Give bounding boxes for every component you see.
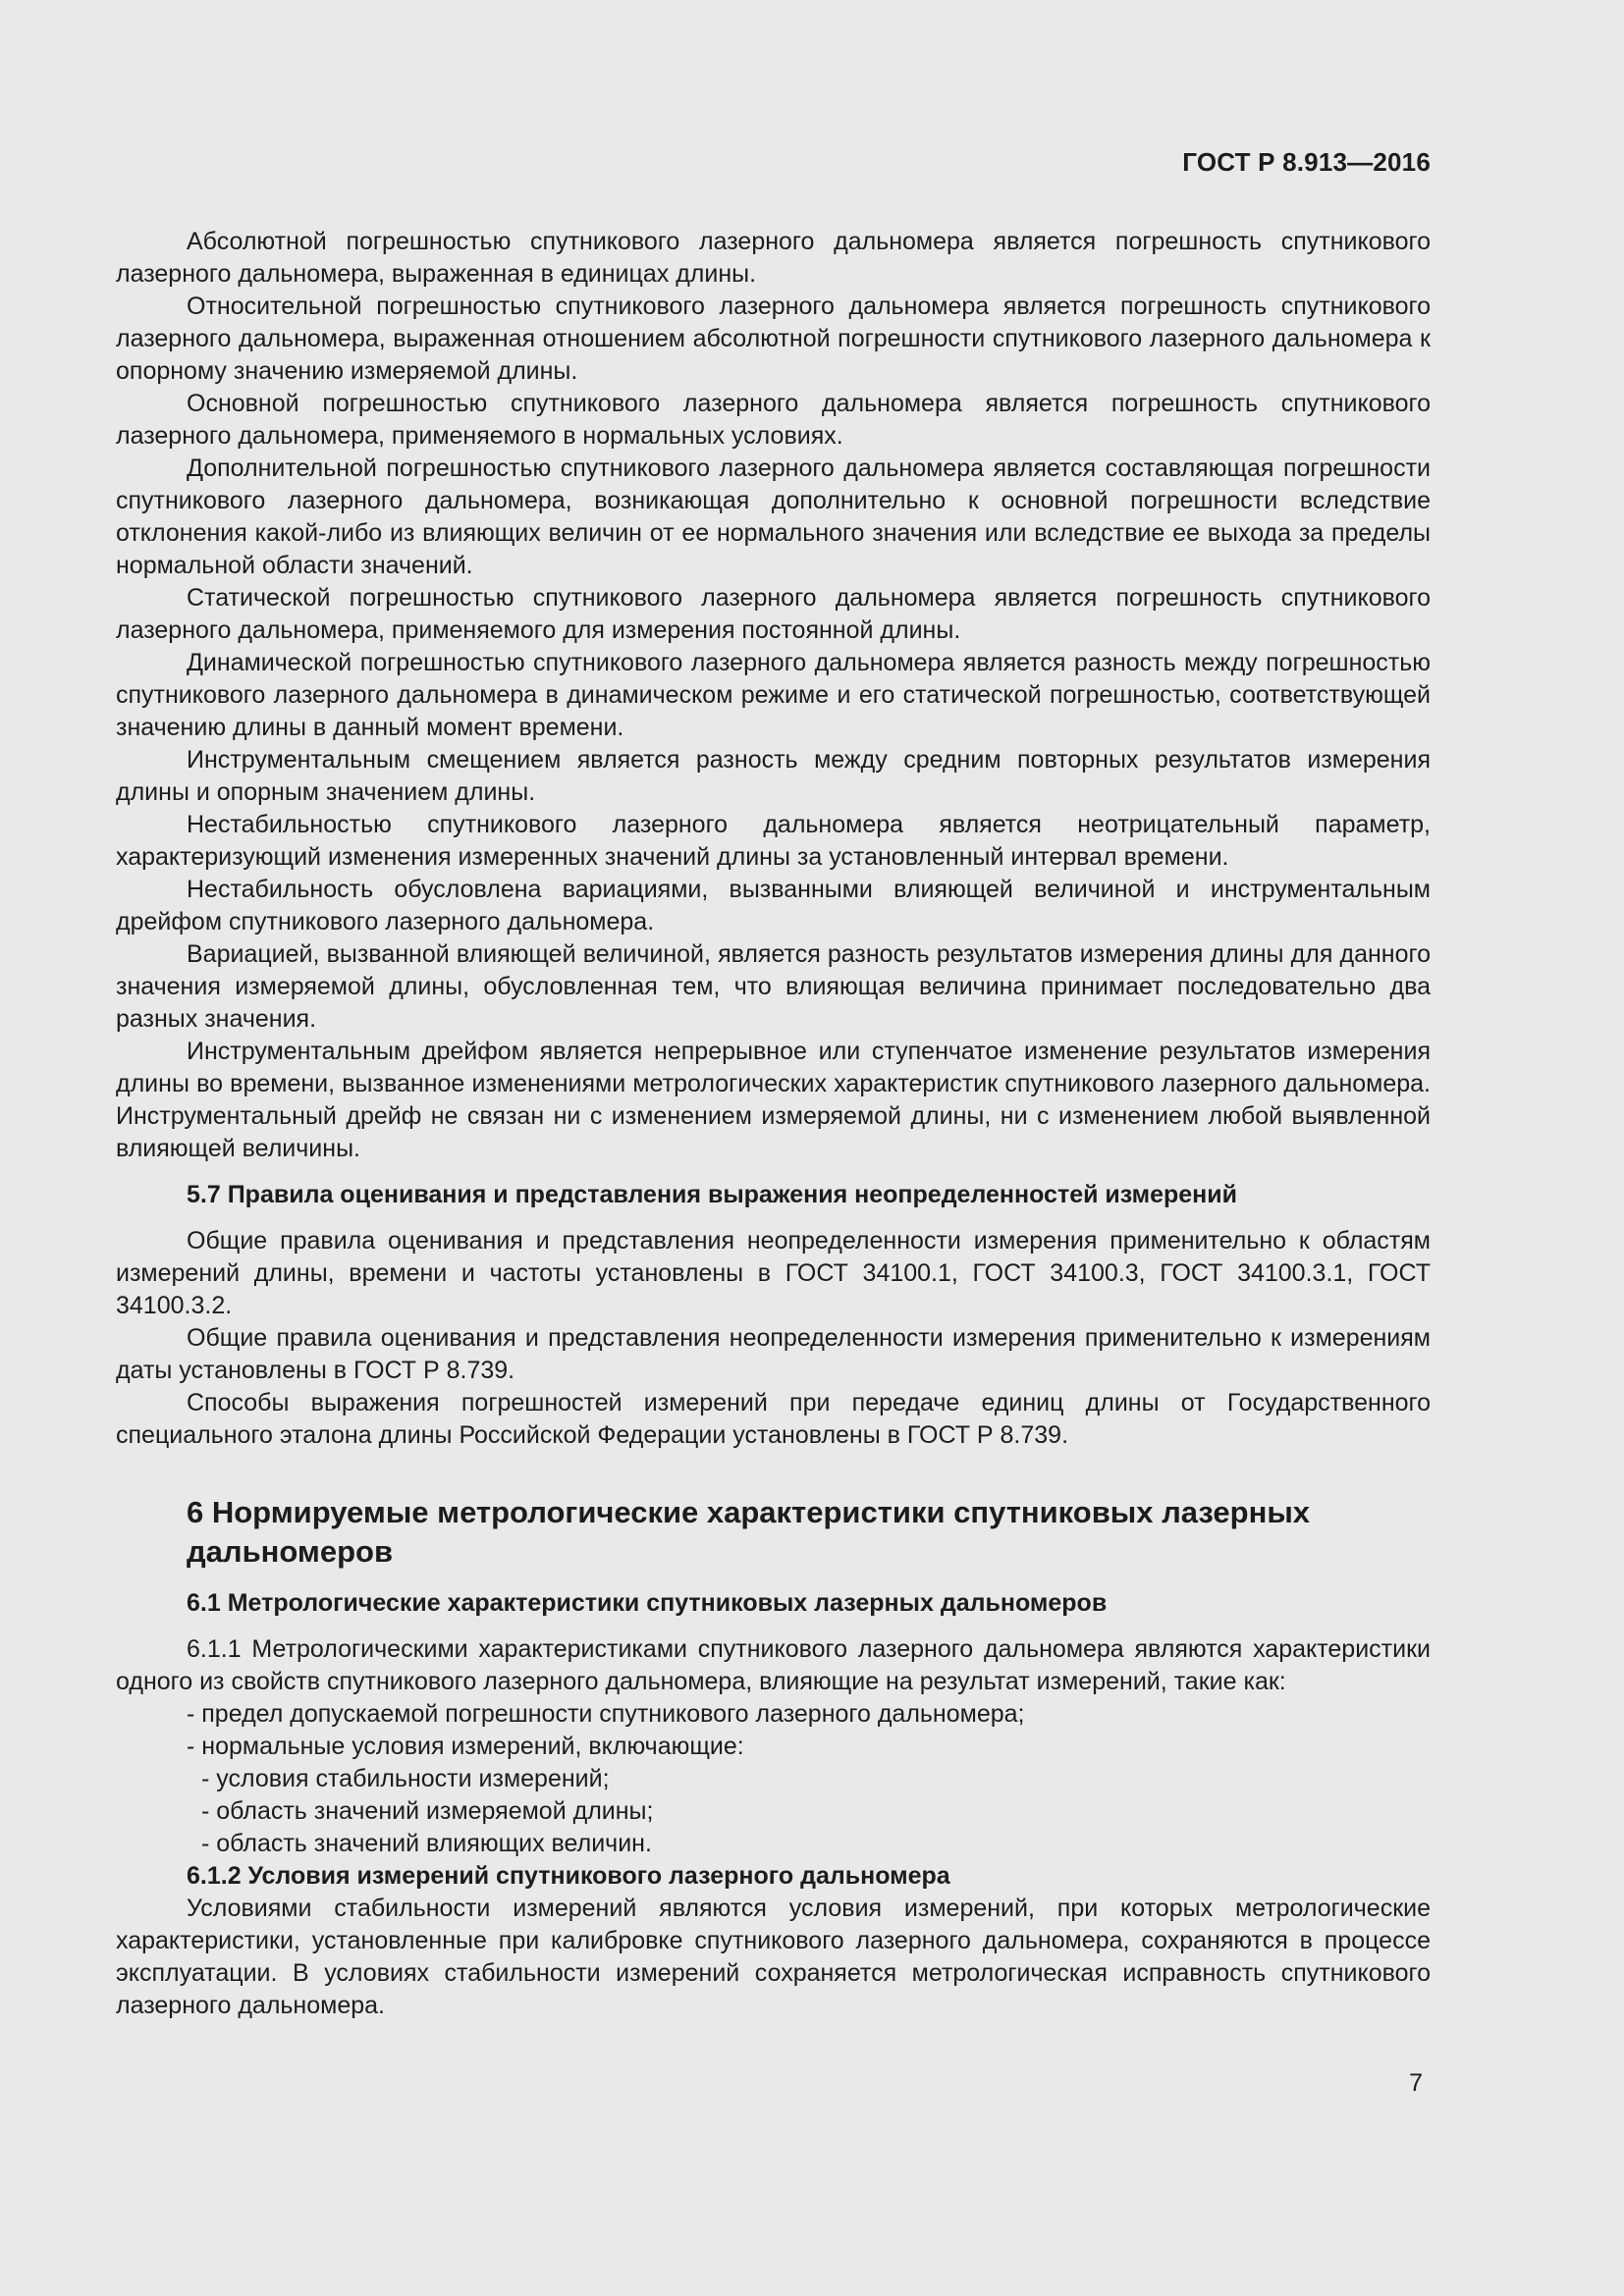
paragraph-basic-error: Основной погрешностью спутникового лазерного дальномера является погрешность спутникового лазерного дальномера, применяемого в нормальных условиях. bbox=[116, 390, 1431, 450]
paragraph-instrumental-drift: Инструментальным дрейфом является непрерывное или ступенчатое изменение результатов измерения длины во времени, вызванное изменениями метрологических характеристик спутникового лазерного дальномера. Инструментальный дрейф не связан ни с изменением измеряемой длины, ни с изменением любой выявленной влияющей величины. bbox=[116, 1038, 1431, 1162]
paragraph-absolute-error: Абсолютной погрешностью спутникового лазерного дальномера является погрешность спутникового лазерного дальномера, выраженная в единицах длины. bbox=[116, 228, 1431, 288]
paragraph-5-7-transfer-methods: Способы выражения погрешностей измерений при передаче единиц длины от Государственного специального эталона длины Российской Федерации установлены в ГОСТ Р 8.739. bbox=[116, 1389, 1431, 1449]
paragraph-6-1-2: Условиями стабильности измерений являются условия измерений, при которых метрологические характеристики, установленные при калибровке спутникового лазерного дальномера, сохраняются в процессе эксплуатации. В условиях стабильности измерений сохраняется метрологическая исправность спутникового лазерного дальномера. bbox=[116, 1895, 1431, 2019]
sub-list-item: - область значений измеряемой длины; bbox=[201, 1797, 654, 1825]
sub-list-item: - условия стабильности измерений; bbox=[201, 1765, 610, 1792]
sub-list-item: - область значений влияющих величин. bbox=[201, 1830, 652, 1857]
paragraph-relative-error: Относительной погрешностью спутникового лазерного дальномера является погрешность спутникового лазерного дальномера, выраженная отношением абсолютной погрешности спутникового лазерного дальномера к опорному значению измеряемой длины. bbox=[116, 293, 1431, 385]
paragraph-6-1-1: 6.1.1 Метрологическими характеристиками спутникового лазерного дальномера являются характеристики одного из свойств спутникового лазерного дальномера, влияющие на результат измерений, такие как: bbox=[116, 1635, 1431, 1695]
document-code-header: ГОСТ Р 8.913—2016 bbox=[1182, 147, 1431, 177]
document-body bbox=[116, 226, 1431, 2022]
paragraph-dynamic-error: Динамической погрешностью спутникового лазерного дальномера является разность между погрешностью спутникового лазерного дальномера в динамическом режиме и его статической погрешностью, соответствующей значению длины в данный момент времени. bbox=[116, 649, 1431, 741]
page-number: 7 bbox=[1409, 2069, 1423, 2097]
paragraph-static-error: Статической погрешностью спутникового лазерного дальномера является погрешность спутникового лазерного дальномера, применяемого для измерения постоянной длины. bbox=[116, 584, 1431, 644]
paragraph-instability-cause: Нестабильность обусловлена вариациями, вызванными влияющей величиной и инструментальным дрейфом спутникового лазерного дальномера. bbox=[116, 876, 1431, 935]
list-item: - предел допускаемой погрешности спутникового лазерного дальномера; bbox=[187, 1700, 1025, 1728]
paragraph-instrumental-bias: Инструментальным смещением является разность между средним повторных результатов измерения длины и опорным значением длины. bbox=[116, 746, 1431, 806]
paragraph-additional-error: Дополнительной погрешностью спутникового лазерного дальномера является составляющая погрешности спутникового лазерного дальномера, возникающая дополнительно к основной погрешности вследствие отклонения какой-либо из влияющих величин от ее нормального значения или вследствие ее выхода за пределы нормальной области значений. bbox=[116, 454, 1431, 579]
paragraph-instability: Нестабильностью спутникового лазерного дальномера является неотрицательный параметр, характеризующий изменения измеренных значений длины за установленный интервал времени. bbox=[116, 811, 1431, 871]
list-item: - нормальные условия измерений, включающие: bbox=[187, 1733, 744, 1760]
section-6-1-2-heading: 6.1.2 Условия измерений спутникового лазерного дальномера bbox=[187, 1862, 950, 1890]
paragraph-variation: Вариацией, вызванной влияющей величиной, является разность результатов измерения длины для данного значения измеряемой длины, обусловленная тем, что влияющая величина принимает последовательно два разных значения. bbox=[116, 940, 1431, 1033]
section-6-1-heading: 6.1 Метрологические характеристики спутниковых лазерных дальномеров bbox=[187, 1589, 1108, 1617]
document-page bbox=[116, 0, 1431, 2296]
paragraph-5-7-general-rules: Общие правила оценивания и представления неопределенности измерения применительно к областям измерений длины, времени и частоты установлены в ГОСТ 34100.1, ГОСТ 34100.3, ГОСТ 34100.3.1, ГОСТ 34100.3.2. bbox=[116, 1227, 1431, 1319]
section-5-7-heading: 5.7 Правила оценивания и представления выражения неопределенностей измерений bbox=[187, 1181, 1238, 1208]
section-6-heading: 6 Нормируемые метрологические характеристики спутниковых лазерных дальномеров bbox=[187, 1495, 1311, 1569]
paragraph-5-7-date-rules: Общие правила оценивания и представления неопределенности измерения применительно к измерениям даты установлены в ГОСТ Р 8.739. bbox=[116, 1324, 1431, 1384]
